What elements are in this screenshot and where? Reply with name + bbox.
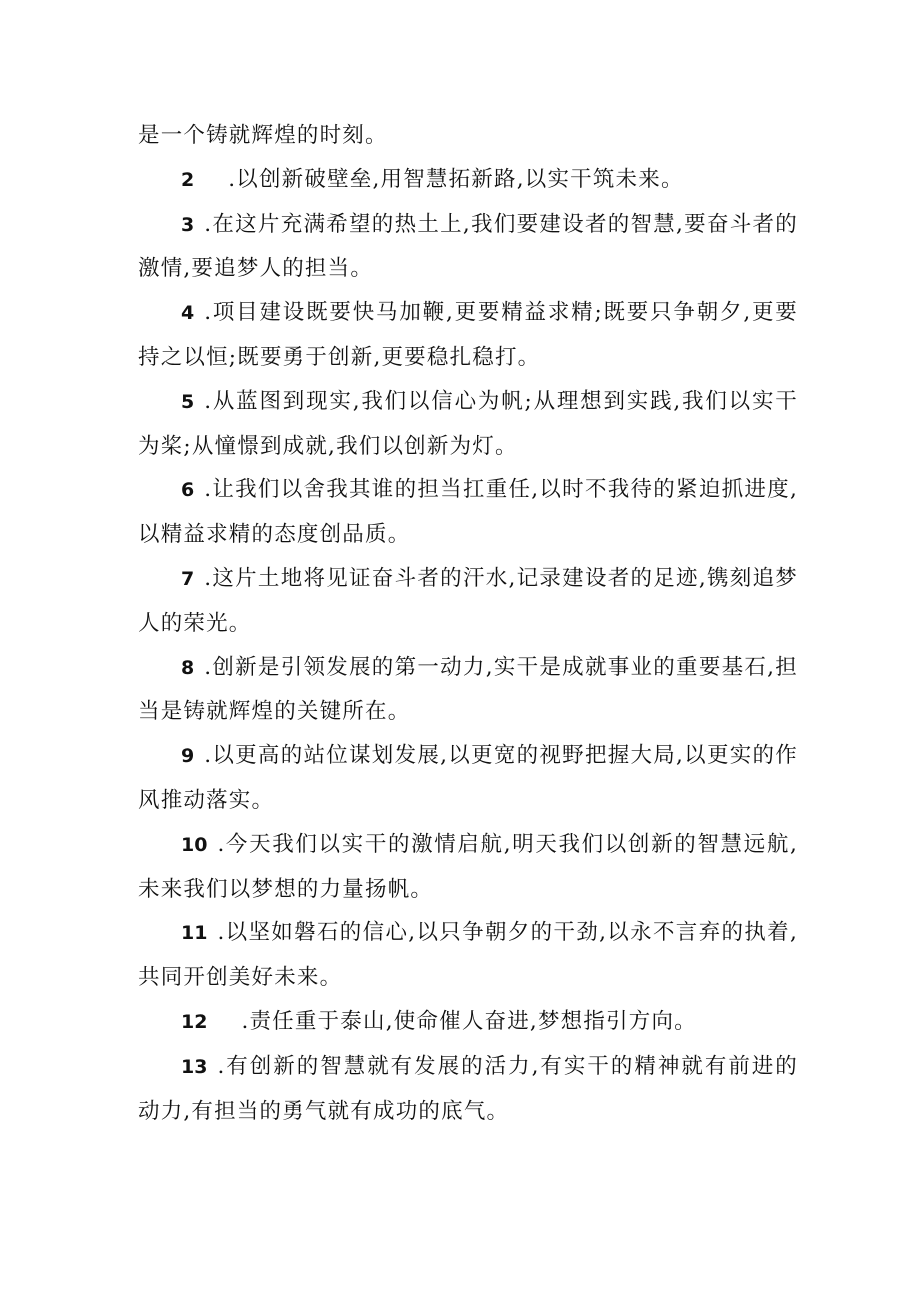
list-item <box>138 734 798 823</box>
numbered-list <box>138 158 798 1134</box>
item-text: .项目建设既要快马加鞭,更要精益求精;既要只争朝夕,更要持之以恒;既要勇于创新,更要稳扎稳打。 <box>138 300 798 370</box>
list-item <box>138 158 798 203</box>
list-item <box>138 468 798 557</box>
item-text: .让我们以舍我其谁的担当扛重任,以时不我待的紧迫抓进度,以精益求精的态度创品质。 <box>138 477 798 548</box>
item-number: 5 <box>181 390 195 413</box>
item-text: .有创新的智慧就有发展的活力,有实干的精神就有前进的动力,有担当的勇气就有成功的底气。 <box>138 1053 798 1124</box>
item-text: .以更高的站位谋划发展,以更宽的视野把握大局,以更实的作风推动落实。 <box>138 743 798 813</box>
item-number: 4 <box>181 302 195 325</box>
list-item <box>138 1000 798 1045</box>
opening-paragraph <box>138 114 798 158</box>
list-item <box>138 646 798 735</box>
opening-line-text: 是一个铸就辉煌的时刻。 <box>138 123 388 148</box>
item-number: 11 <box>181 922 208 945</box>
item-text: .今天我们以实干的激情启航,明天我们以创新的智慧远航,未来我们以梦想的力量扬帆。 <box>138 831 798 902</box>
list-item <box>138 203 798 292</box>
item-number: 2 <box>181 168 195 191</box>
item-number: 10 <box>181 833 208 856</box>
item-text: .以创新破壁垒,用智慧拓新路,以实干筑未来。 <box>228 166 684 192</box>
item-number: 3 <box>181 213 195 236</box>
list-item <box>138 823 798 912</box>
list-item <box>138 291 798 380</box>
list-item <box>138 1045 798 1134</box>
item-number: 12 <box>181 1010 208 1033</box>
item-text: .从蓝图到现实,我们以信心为帆;从理想到实践,我们以实干为桨;从憧憬到成就,我们以创新为灯。 <box>138 388 798 459</box>
item-number: 9 <box>181 745 195 768</box>
item-number: 6 <box>181 479 195 502</box>
list-item <box>138 557 798 646</box>
document-body <box>138 114 798 1133</box>
item-text: .这片土地将见证奋斗者的汗水,记录建设者的足迹,镌刻追梦人的荣光。 <box>138 565 798 636</box>
item-number: 13 <box>181 1055 208 1078</box>
list-item <box>138 911 798 1000</box>
item-number: 8 <box>181 656 195 679</box>
item-text: .创新是引领发展的第一动力,实干是成就事业的重要基石,担当是铸就辉煌的关键所在。 <box>138 654 798 725</box>
item-text: .在这片充满希望的热土上,我们要建设者的智慧,要奋斗者的激情,要追梦人的担当。 <box>138 211 798 282</box>
item-text: .以坚如磐石的信心,以只争朝夕的干劲,以永不言弃的执着,共同开创美好未来。 <box>138 920 798 991</box>
item-text: .责任重于泰山,使命催人奋进,梦想指引方向。 <box>241 1008 697 1034</box>
list-item <box>138 380 798 469</box>
item-number: 7 <box>181 567 195 590</box>
